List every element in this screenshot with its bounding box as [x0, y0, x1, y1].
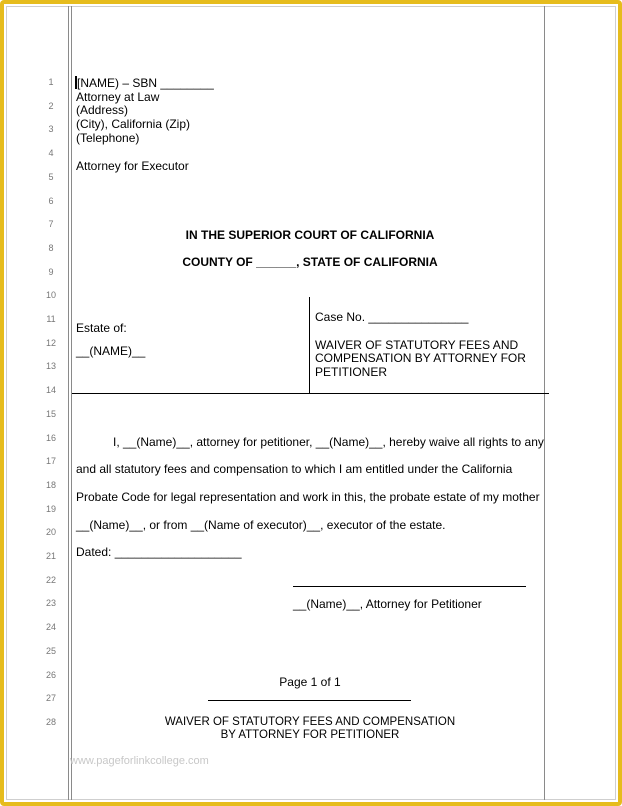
left-margin-line-outer: [68, 6, 69, 800]
attorney-title[interactable]: Attorney at Law: [76, 90, 160, 104]
line-number: 13: [45, 361, 56, 372]
case-number[interactable]: Case No. _______________: [315, 310, 469, 324]
line-number: 22: [45, 574, 56, 585]
left-margin-line-inner: [71, 6, 72, 800]
caption-title-line-3[interactable]: PETITIONER: [315, 365, 388, 379]
line-number: 18: [45, 479, 56, 490]
line-number: 9: [48, 266, 54, 277]
court-name[interactable]: IN THE SUPERIOR COURT OF CALIFORNIA: [185, 228, 435, 242]
line-number: 15: [45, 408, 56, 419]
footer-title-line-2: BY ATTORNEY FOR PETITIONER: [220, 729, 400, 741]
signature-line: [293, 586, 526, 587]
line-number: 23: [45, 598, 56, 609]
line-number: 25: [45, 645, 56, 656]
footer-line: [208, 700, 411, 701]
line-number: 5: [48, 171, 54, 182]
court-county[interactable]: COUNTY OF ______, STATE OF CALIFORNIA: [182, 255, 438, 269]
line-number: 4: [48, 148, 54, 159]
estate-of-label[interactable]: Estate of:: [76, 321, 127, 335]
line-number: 1: [48, 77, 54, 87]
line-number: 8: [48, 242, 54, 253]
line-number: 12: [45, 337, 56, 348]
line-number: 19: [45, 503, 56, 514]
line-number: 20: [45, 527, 56, 538]
line-number: 21: [45, 551, 56, 561]
caption-divider: [309, 297, 310, 393]
body-line-2[interactable]: and all statutory fees and compensation to which I am entitled under the California: [76, 462, 513, 476]
body-line-1[interactable]: I, __(Name)__, attorney for petitioner, __(Name)__, hereby waive all rights to any: [113, 435, 544, 449]
line-number: 16: [45, 432, 56, 443]
body-line-3[interactable]: Probate Code for legal representation and work in this, the probate estate of my mother: [76, 490, 540, 504]
attorney-name[interactable]: [NAME) – SBN ________: [77, 76, 214, 90]
right-margin-line: [544, 6, 545, 800]
line-number: 27: [45, 693, 56, 704]
line-number: 14: [45, 385, 56, 396]
line-number: 26: [45, 669, 56, 680]
signature-label[interactable]: __(Name)__, Attorney for Petitioner: [293, 597, 482, 611]
body-line-4[interactable]: __(Name)__, or from __(Name of executor)__, executor of the estate.: [76, 518, 446, 532]
attorney-city[interactable]: (City), California (Zip): [76, 117, 191, 131]
line-number: 6: [48, 195, 54, 206]
attorney-telephone[interactable]: (Telephone): [76, 131, 140, 145]
line-number: 7: [48, 219, 54, 230]
line-number: 17: [45, 456, 56, 467]
line-number: 3: [48, 124, 54, 135]
attorney-for[interactable]: Attorney for Executor: [76, 159, 189, 173]
watermark-text: www.pageforlinkcollege.com: [70, 755, 209, 767]
dated-line[interactable]: Dated: ___________________: [76, 545, 242, 559]
caption-title-line-2[interactable]: COMPENSATION BY ATTORNEY FOR: [315, 351, 526, 365]
line-number: 28: [45, 716, 56, 727]
caption-title-line-1[interactable]: WAIVER OF STATUTORY FEES AND: [315, 338, 519, 352]
attorney-address[interactable]: (Address): [76, 103, 129, 117]
footer-title-line-1: WAIVER OF STATUTORY FEES AND COMPENSATION: [164, 716, 456, 728]
line-number: 24: [45, 622, 56, 633]
decedent-name[interactable]: __(NAME)__: [76, 344, 146, 358]
line-number: 10: [45, 290, 56, 301]
line-number: 2: [48, 100, 54, 111]
caption-bottom-line: [72, 393, 549, 394]
page-number: Page 1 of 1: [279, 675, 341, 689]
line-number: 11: [46, 314, 56, 324]
